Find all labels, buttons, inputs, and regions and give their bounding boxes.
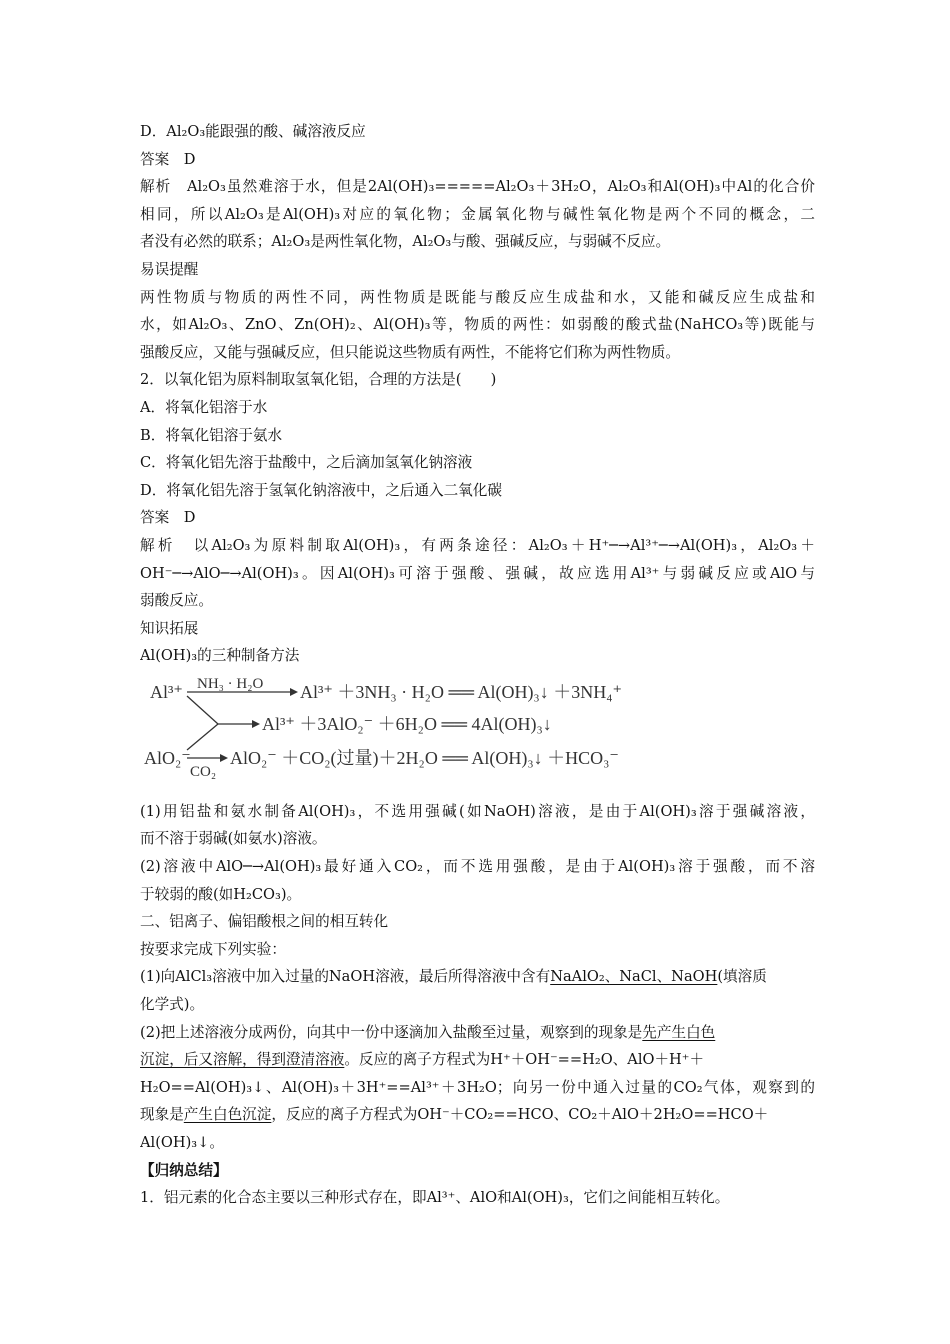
exp2-text-a: (2)把上述溶液分成两份，向其中一份中逐滴加入盐酸至过量，观察到的现象是 [140,1023,643,1041]
analysis-1-line1: 解析 Al₂O₃虽然难溶于水，但是2Al(OH)₃=====Al₂O₃＋3H₂O，Al₂O₃和Al(OH)₃中Al的化合价 [140,178,815,196]
experiment-2-line2 [140,1046,815,1074]
analysis-1-line2: 相同，所以Al₂O₃是Al(OH)₃对应的氧化物；金属氧化物与碱性氧化物是两个不同的概念，二 [140,205,815,223]
tip-line2: 水，如Al₂O₃、ZnO、Zn(OH)₂、Al(OH)₃等，物质的两性：如弱酸的酸式盐(NaHCO₃等)既能与 [140,316,815,334]
note-2-line1: (2)溶液中AlO─→Al(OH)₃最好通入CO₂，而不选用强酸，是由于Al(OH)₃溶于强酸，而不溶 [140,858,815,876]
experiment-1-line1 [140,963,815,991]
experiment-2-line4 [140,1101,815,1129]
option-a: A．将氧化铝溶于水 [140,398,268,416]
exp2-text-e: ，反应的离子方程式为OH⁻＋CO₂==HCO、CO₂＋AlO＋2H₂O==HCO＋ [271,1106,769,1124]
option-c: C．将氧化铝先溶于盐酸中，之后滴加氢氧化钠溶液 [140,454,473,472]
analysis-2-line1: 解析 以Al₂O₃为原料制取Al(OH)₃，有两条途径：Al₂O₃＋H⁺─→Al³⁺─→Al(OH)₃，Al₂O₃＋ [140,536,815,554]
scheme-eq-1: Al³⁺ ＋3NH₃ · H₂O ══ Al(OH)₃↓ ＋3NH₄⁺ [300,681,622,702]
exp2-text-b: 。反应的离子方程式为H⁺＋OH⁻==H₂O、AlO＋H⁺＋ [344,1051,705,1069]
heading-error-tip: 易误提醒 [140,260,199,278]
question-2: 2．以氧化铝为原料制取氢氧化铝，合理的方法是( ) [140,371,497,389]
note-2-line2: 于较弱的酸(如H₂CO₃)。 [140,885,302,903]
scheme-eq-2: Al³⁺ ＋3AlO₂⁻ ＋6H₂O ══ 4Al(OH)₃↓ [262,713,552,734]
note-1-line2: 而不溶于弱碱(如氨水)溶液。 [140,830,327,848]
answer-2: 答案 D [140,509,196,527]
exp1-answer: NaAlO₂、NaCl、NaOH [550,968,718,986]
option-d-2: D．将氧化铝先溶于氢氧化钠溶液中，之后通入二氧化碳 [140,481,502,499]
exp1-text-b: (填溶质 [717,968,767,986]
scheme-al3-start: Al³⁺ [150,681,183,702]
exp2-text-d: 现象是 [140,1106,184,1124]
analysis-2-line2: OH⁻─→AlO─→Al(OH)₃。因Al(OH)₃可溶于强酸、强碱，故应选用Al³⁺与弱碱反应或AlO与 [140,564,815,582]
summary-heading: 【归纳总结】 [140,1161,228,1179]
scheme-branch-upper [187,696,218,724]
document-page [140,118,815,1212]
experiment-intro: 按要求完成下列实验： [140,940,286,958]
analysis-2-line3: 弱酸反应。 [140,592,213,610]
exp2-answer-2: 产生白色沉淀 [183,1106,272,1124]
experiment-2-line1 [140,1019,815,1047]
scheme-arrowhead-1 [290,688,298,696]
analysis-1-line3: 者没有必然的联系；Al₂O₃是两性氧化物，Al₂O₃与酸、强碱反应，与弱碱不反应。 [140,233,671,251]
section-2-heading: 二、铝离子、偏铝酸根之间的相互转化 [140,913,389,931]
tip-line1: 两性物质与物质的两性不同，两性物质是既能与酸反应生成盐和水，又能和碱反应生成盐和 [140,288,815,306]
summary-point-1: 1．铝元素的化合态主要以三种形式存在，即Al³⁺、AlO和Al(OH)₃，它们之间能相互转化。 [140,1189,730,1207]
note-1-line1: (1)用铝盐和氨水制备Al(OH)₃，不选用强碱(如NaOH)溶液，是由于Al(OH)₃溶于强碱溶液， [140,802,815,820]
heading-knowledge-ext: 知识拓展 [140,619,199,637]
scheme-arrowhead-2 [252,720,260,728]
experiment-1-line2: 化学式)。 [140,996,205,1014]
exp1-text-a: (1)向AlCl₃溶液中加入过量的NaOH溶液，最后所得溶液中含有 [140,968,551,986]
scheme-eq-3: AlO₂⁻ ＋CO₂(过量)＋2H₂O ══ Al(OH)₃↓ ＋HCO₃⁻ [230,747,619,768]
option-b: B．将氧化铝溶于氨水 [140,426,283,444]
option-d: D．Al₂O₃能跟强的酸、碱溶液反应 [140,123,366,140]
answer-1: 答案 D [140,150,196,168]
scheme-alo2-start: AlO₂⁻ [144,747,191,768]
methods-title: Al(OH)₃的三种制备方法 [140,647,300,665]
experiment-2-line5: Al(OH)₃↓。 [140,1134,224,1151]
reaction-scheme [140,676,815,794]
scheme-cond-nh3: NH₃ · H₂O [197,675,264,692]
scheme-arrowhead-3 [220,754,228,762]
exp2-answer-1a: 先产生白色 [642,1023,716,1041]
scheme-branch-lower [187,724,218,750]
scheme-cond-co2: CO₂ [190,763,217,780]
experiment-2-line3: H₂O==Al(OH)₃↓、Al(OH)₃＋3H⁺==Al³⁺＋3H₂O；向另一份中通入过量的CO₂气体，观察到的 [140,1078,815,1096]
tip-line3: 强酸反应，又能与强碱反应，但只能说这些物质有两性，不能将它们称为两性物质。 [140,343,680,361]
reaction-scheme-diagram [140,676,815,794]
exp2-answer-1b: 沉淀，后又溶解，得到澄清溶液 [140,1051,345,1069]
